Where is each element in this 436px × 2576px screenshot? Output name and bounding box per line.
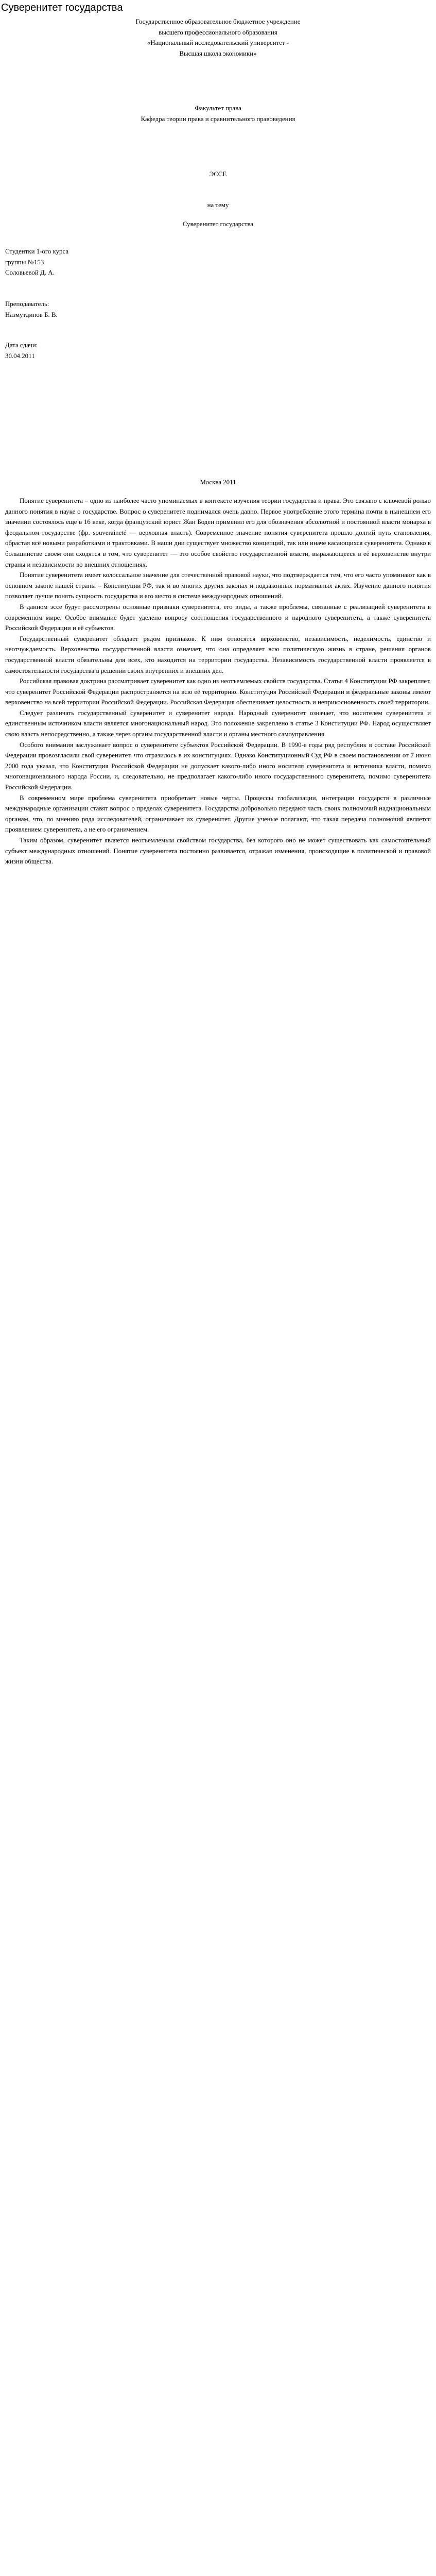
topic: Суверенитет государства — [182, 220, 254, 228]
city-year-block — [5, 477, 431, 488]
date-line: Дата сдачи: — [5, 342, 38, 349]
date-block — [5, 340, 431, 361]
faculty-block — [5, 103, 431, 124]
essay-body — [5, 496, 431, 867]
work-type: ЭССЕ — [209, 171, 227, 178]
paragraph: Следует различать государственный суверенитет и суверенитет народа. Народный суверенитет означает, что носителем суверенитета и единственным источником власти является многонациональный народ. Это положение закреплено в статье 3 Конституции РФ. Народ осуществляет свою власть непосредственно, а также через органы государственной власти и органы местного самоуправления. — [5, 709, 431, 738]
topic-block — [5, 200, 431, 229]
paragraph: Особого внимания заслуживает вопрос о суверенитете субъектов Российской Федерации. В 1990-е годы ряд республик в составе Российской Федерации провозгласили свой суверенитет, что отразилось в их конституциях. Однако Конституционный Суд РФ в своем постановлении от 7 июня 2000 года указал, что Конституция Российской Федерации не допускает какого-либо иного носителя суверенитета и источника власти, помимо многонационального народа России, и, следовательно, не предполагает какого-либо иного государственного суверенитета, помимо суверенитета Российской Федерации. — [5, 741, 431, 791]
paragraph: Российская правовая доктрина рассматривает суверенитет как одно из неотъемлемых свойств государства. Статья 4 Конституции РФ закрепляет, что суверенитет Российской Федерации распространяется на всю её территорию. Конституция Российской Федерации и федеральные законы имеют верховенство на всей территории Российской Федерации. Российская Федерация обеспечивает целостность и неприкосновенность своей территории. — [5, 677, 431, 706]
paragraph: В современном мире проблема суверенитета приобретает новые черты. Процессы глобализации, интеграции государств в различные международные организации ставят вопрос о пределах суверенитета. Государства добровольно передают часть своих полномочий наднациональным органам, что, по мнению ряда исследователей, ограничивает их суверенитет. Другие ученые полагают, что такая передача полномочий является проявлением суверенитета, а не его ограничением. — [5, 794, 431, 834]
student-line: Соловьевой Д. А. — [5, 269, 55, 277]
teacher-line: Назмутдинов Б. В. — [5, 311, 58, 318]
institution-line: Высшая школа экономики» — [179, 49, 257, 57]
student-line: группы №153 — [5, 258, 44, 266]
work-type-block — [5, 169, 431, 180]
institution-line: Государственное образовательное бюджетное учреждение — [135, 18, 301, 25]
paragraph: Понятие суверенитета – одно из наиболее часто упоминаемых в контексте изучения теории государства и права. Это связано с ключевой ролью данного понятия в науке о государстве. Вопрос о суверенитете поднимался очень давно. Первое употребление этого термина почти в нынешнем его значении состоялось еще в 16 веке, когда французский юрист Жан Боден применил его для обозначения абсолютной и постоянной власти монарха в феодальном государстве (фр. souveraineté — верховная власть). Современное значение понятия суверенитета прошло долгий путь становления, обрастая всё новыми разработками и трактовками. В наши дни существует множество концепций, так или иначе касающихся суверенитета. Однако в большинстве своем они сходятся в том, что суверенитет — это особое свойство государственной власти, выражающееся в её верховенстве внутри страны и независимости во внешних отношениях. — [5, 497, 431, 568]
paragraph: Понятие суверенитета имеет колоссальное значение для отечественной правовой науки, что подтверждается тем, что его часто упоминают как в основном законе нашей страны – Конституции РФ, так и во многих других законах и подзаконных нормативных актах. Изучение данного понятия позволяет лучше понять сущность государства и его место в системе международных отношений. — [5, 571, 431, 600]
paragraph: Таким образом, суверенитет является неотъемлемым свойством государства, без которого оно не может существовать как самостоятельный субъект международных отношений. Понятие суверенитета постоянно развивается, отражая изменения, происходящие в политической и правовой жизни общества. — [5, 837, 431, 866]
institution-block — [5, 16, 431, 59]
teacher-line: Преподаватель: — [5, 300, 49, 308]
faculty: Факультет права — [195, 105, 241, 112]
department: Кафедра теории права и сравнительного правоведения — [141, 115, 295, 123]
city-year: Москва 2011 — [200, 479, 236, 486]
document-title: Суверенитет государства — [1, 2, 123, 13]
student-line: Студентки 1-ого курса — [5, 248, 69, 255]
paragraph: В данном эссе будут рассмотрены основные признаки суверенитета, его виды, а также проблемы, связанные с реализацией суверенитета в современном мире. Особое внимание будет уделено вопросу соотношения государственного и народного суверенитета, а также суверенитета Российской Федерации и её субъектов. — [5, 603, 431, 632]
student-block — [5, 246, 431, 278]
date-line: 30.04.2011 — [5, 352, 35, 360]
institution-line: «Национальный исследовательский университет - — [147, 39, 289, 47]
paragraph: Государственный суверенитет обладает рядом признаков. К ним относятся верховенство, независимость, неделимость, единство и неотчуждаемость. Верховенство государственной власти означает, что она определяет всю политическую жизнь в стране, решения органов государственной власти обязательны для всех, кто находится на территории государства. Независимость государственной власти проявляется в самостоятельности государства в решении своих внутренних и внешних дел. — [5, 635, 431, 674]
teacher-block — [5, 299, 431, 320]
document-header — [0, 0, 436, 15]
institution-line: высшего профессионального образования — [159, 28, 277, 36]
topic-label: на тему — [207, 201, 229, 209]
